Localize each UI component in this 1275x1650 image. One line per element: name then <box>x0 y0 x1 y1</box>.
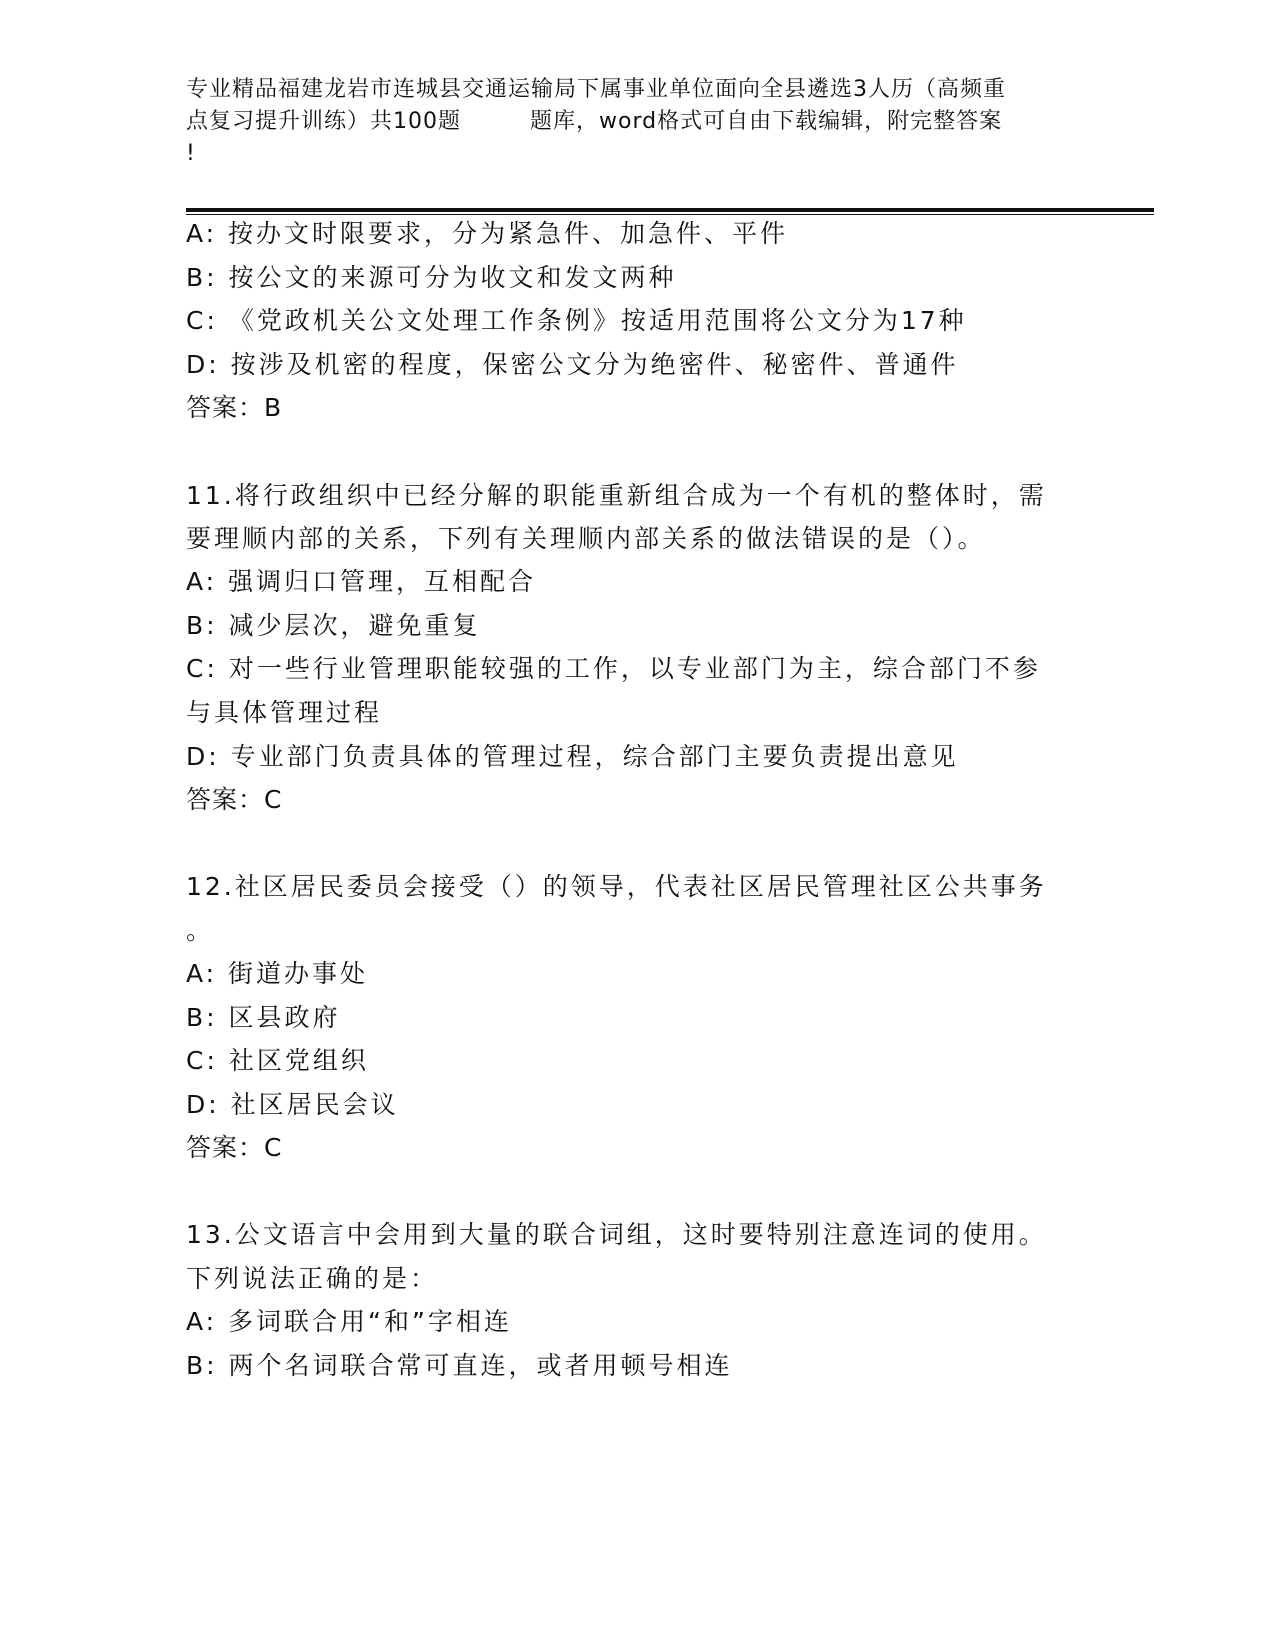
q12-answer: 答案：C <box>186 1133 283 1162</box>
q11-option-c-line-1: C: 对一些行业管理职能较强的工作，以专业部门为主，综合部门不参 <box>186 654 1041 683</box>
q10-option-c: C: 《党政机关公文处理工作条例》按适用范围将公文分为17种 <box>186 306 967 335</box>
q11-option-a: A: 强调归口管理，互相配合 <box>186 567 537 596</box>
q11-option-b: B: 减少层次，避免重复 <box>186 611 481 640</box>
header-divider <box>186 208 1154 215</box>
q11-option-c-line-2: 与具体管理过程 <box>186 698 383 727</box>
q10-option-a: A: 按办文时限要求，分为紧急件、加急件、平件 <box>186 219 789 248</box>
q13-option-a: A: 多词联合用“和”字相连 <box>186 1307 512 1336</box>
q13-stem-line-2: 下列说法正确的是： <box>186 1264 439 1293</box>
q11-answer: 答案：C <box>186 785 283 814</box>
q10-option-d: D: 按涉及机密的程度，保密公文分为绝密件、秘密件、普通件 <box>186 350 959 379</box>
q12-stem-line-1: 12.社区居民委员会接受（）的领导，代表社区居民管理社区公共事务 <box>186 872 1047 901</box>
q12-option-b: B: 区县政府 <box>186 1003 341 1032</box>
q12-option-c: C: 社区党组织 <box>186 1046 369 1075</box>
q13-stem-line-1: 13.公文语言中会用到大量的联合词组，这时要特别注意连词的使用。 <box>186 1220 1047 1249</box>
q10-option-b: B: 按公文的来源可分为收文和发文两种 <box>186 263 677 292</box>
q11-stem-line-2: 要理顺内部的关系，下列有关理顺内部关系的做法错误的是（）。 <box>186 524 986 553</box>
q12-option-d: D: 社区居民会议 <box>186 1090 399 1119</box>
header-line-2: 点复习提升训练）共100题 题库，word格式可自由下载编辑，附完整答案 <box>186 109 1003 134</box>
q13-option-b: B: 两个名词联合常可直连，或者用顿号相连 <box>186 1351 733 1380</box>
q10-answer: 答案：B <box>186 393 283 422</box>
q12-option-a: A: 街道办事处 <box>186 959 369 988</box>
divider-thin-line <box>186 214 1154 215</box>
header-line-1: 专业精品福建龙岩市连城县交通运输局下属事业单位面向全县遴选3人历（高频重 <box>186 77 1006 102</box>
q11-stem-line-1: 11.将行政组织中已经分解的职能重新组合成为一个有机的整体时，需 <box>186 481 1047 510</box>
q12-stem-line-2: 。 <box>186 916 215 945</box>
q11-option-d: D: 专业部门负责具体的管理过程，综合部门主要负责提出意见 <box>186 742 959 771</box>
header-line-3: ! <box>186 141 196 166</box>
divider-thick-line <box>186 208 1154 212</box>
document-header <box>186 74 1086 170</box>
